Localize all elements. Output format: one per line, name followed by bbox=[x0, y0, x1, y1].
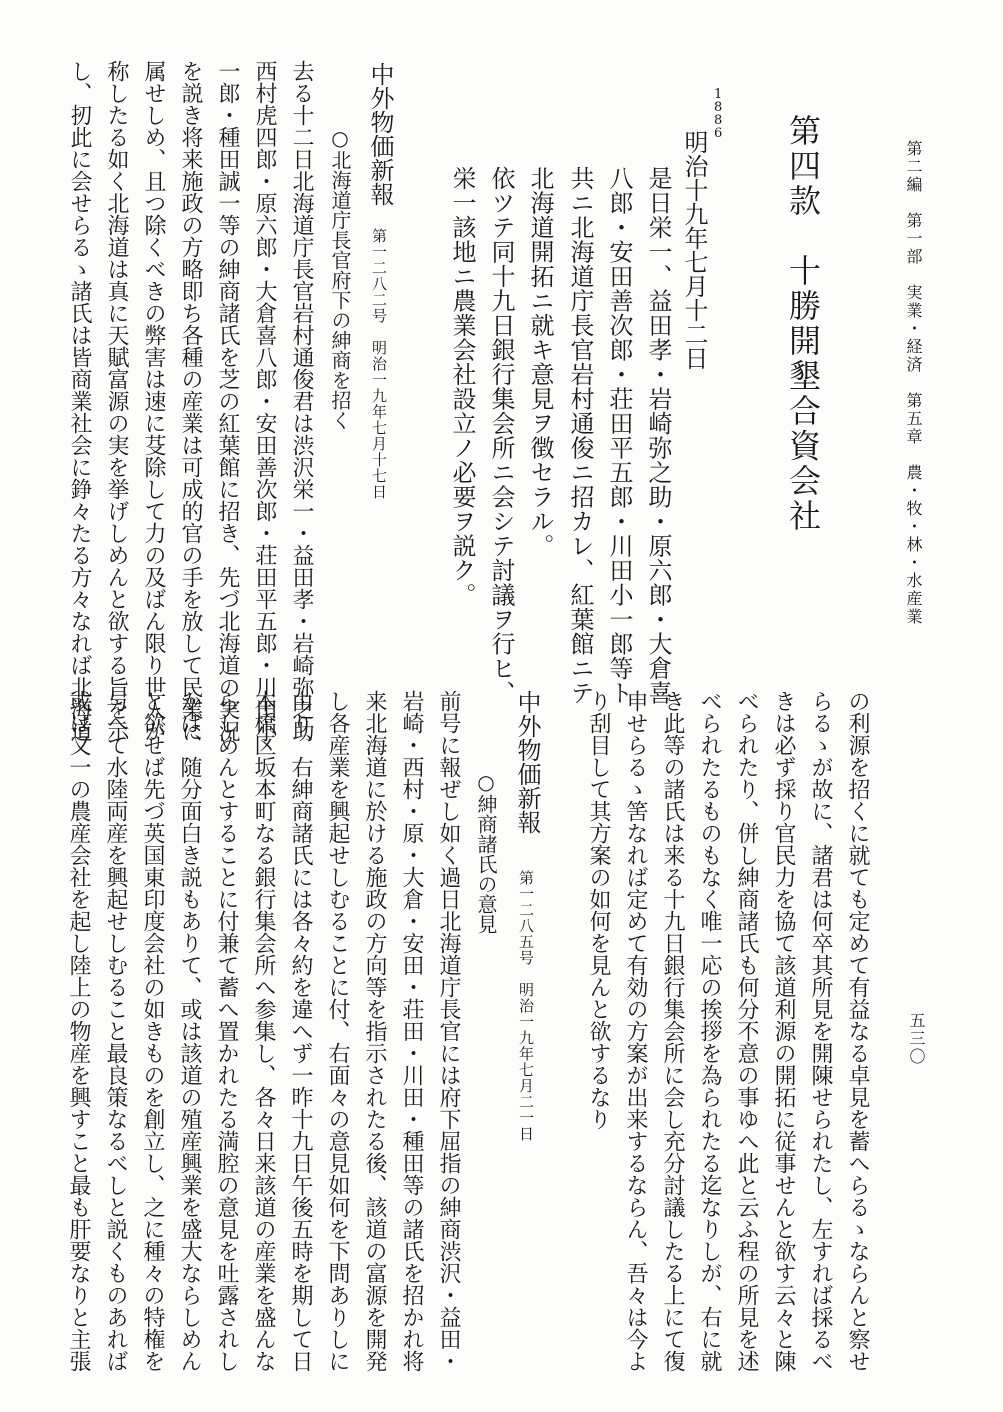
article-headline: ○紳商諸氏の意見 bbox=[474, 770, 498, 934]
article-line: 本橋区坂本町なる銀行集会所へ参集し、各々日来該道の産業を盛んな bbox=[251, 690, 276, 1372]
article-line: 或は又一の農産会社を起し陸上の物産を興すこと最も肝要なりと主張 bbox=[66, 690, 91, 1372]
running-head: 第二編 第一部 実業・経済 第五章 農・牧・林・水産業 bbox=[904, 140, 923, 626]
summary-line: 北海道開拓ニ就キ意見ヲ徴セラル。 bbox=[526, 166, 554, 558]
summary-line: 栄一該地ニ農業会社設立ノ必要ヲ説ク。 bbox=[448, 166, 476, 607]
article-line: の利源を招くに就ても定めて有益なる卓見を蓄へらるゝならんと察せ bbox=[845, 690, 870, 1372]
section-title: 第四款 十勝開墾合資会社 bbox=[784, 114, 822, 534]
page-number: 五三〇 bbox=[907, 1012, 926, 1066]
article-line: 来北海道に於ける施政の方向等を指示されたる後、該道の富源を開発 bbox=[362, 690, 387, 1372]
article-line: り刮目して其方案の如何を見んと欲するなり bbox=[586, 690, 611, 1130]
article-line: 西村虎四郎・原六郎・大倉喜八郎・安田善次郎・荘田平五郎・川田小 bbox=[252, 60, 277, 742]
year-annotation: 1886 bbox=[714, 87, 723, 141]
article-line: き此等の諸氏は来る十九日銀行集会所に会し充分討議したる上にて復 bbox=[660, 690, 685, 1372]
entry-date: 明治十九年七月十二日 bbox=[680, 130, 708, 370]
summary-line: 八郎・安田善次郎・荘田平五郎・川田小一郎等ト bbox=[605, 166, 633, 705]
article-source-title: 中外物価新報 bbox=[366, 62, 394, 206]
article-line: 去る十二日北海道庁長官岩村通俊君は渋沢栄一・益田孝・岩崎弥之助 bbox=[289, 60, 314, 742]
article-line: 一郎・種田誠一等の紳商諸氏を芝の紅葉館に招き、先づ北海道の実況 bbox=[215, 60, 240, 742]
article-source-meta: 第一二八五号 明治一九年七月二一日 bbox=[517, 870, 535, 1142]
article-line: 与へて水陸両産を興起せしむること最良策なるべしと説くものあれば bbox=[103, 690, 128, 1372]
article-source-title: 中外物価新報 bbox=[513, 690, 541, 834]
article-line: 属せしめ、且つ除くべきの弊害は速に芟除して力の及ばん限り世人が bbox=[141, 60, 166, 742]
article-line: 岩崎・西村・原・大倉・安田・荘田・川田・種田等の諸氏を招かれ将 bbox=[399, 690, 424, 1372]
article-source-meta: 第一二八二号 明治一九年七月十七日 bbox=[370, 228, 388, 500]
article-line: べられたり、併し紳商諸氏も何分不意の事ゆへ此と云ふ程の所見を述 bbox=[734, 690, 759, 1372]
article-line: 称したる如く北海道は真に天賦富源の実を挙げしめんと欲する旨を示 bbox=[104, 60, 129, 742]
article-line: 申せらるゝ筈なれば定めて有効の方案が出来するならん、吾々は今よ bbox=[623, 690, 648, 1372]
summary-line: 依ツテ同十九日銀行集会所ニ会シテ討議ヲ行ヒ、 bbox=[487, 166, 515, 705]
article-headline: ○北海道庁長官府下の紳商を招く bbox=[328, 126, 352, 430]
article-line: 由り、右紳商諸氏には各々約を違へず一昨十九日午後五時を期して日 bbox=[288, 690, 313, 1372]
article-line: と欲せば先づ英国東印度会社の如きものを創立し、之に種々の特権を bbox=[140, 690, 165, 1372]
article-line: らるゝが故に、諸君は何卒其所見を開陳せられたし、左すれば採るべ bbox=[808, 690, 833, 1372]
summary-line: 是日栄一、益田孝・岩崎弥之助・原六郎・大倉喜 bbox=[644, 166, 672, 705]
article-line: し各産業を興起せしむることに付、右面々の意見如何を下問ありしに bbox=[325, 690, 350, 1372]
article-line: 前号に報ぜし如く過日北海道庁長官には府下屈指の紳商渋沢・益田・ bbox=[436, 690, 461, 1372]
article-line: し、扨此に会せらるゝ諸氏は皆商業社会に錚々たる方々なれば北海道 bbox=[67, 60, 92, 742]
summary-line: 共ニ北海道庁長官岩村通俊ニ招カレ、紅葉館ニテ bbox=[566, 166, 594, 705]
article-line: かば、随分面白き説もありて、或は該道の殖産興業を盛大ならしめん bbox=[177, 690, 202, 1372]
article-line: らしめんとすることに付兼て蓄へ置かれたる満腔の意見を吐露されし bbox=[214, 690, 239, 1372]
article-line: べられたるものもなく唯一応の挨拶を為られたる迄なりしが、右に就 bbox=[697, 690, 722, 1372]
article-line: を説き将来施政の方略即ち各種の産業は可成的官の手を放して民業に bbox=[178, 60, 203, 742]
article-line: きは必ず採り官民力を協て該道利源の開拓に従事せんと欲す云々と陳 bbox=[771, 690, 796, 1372]
